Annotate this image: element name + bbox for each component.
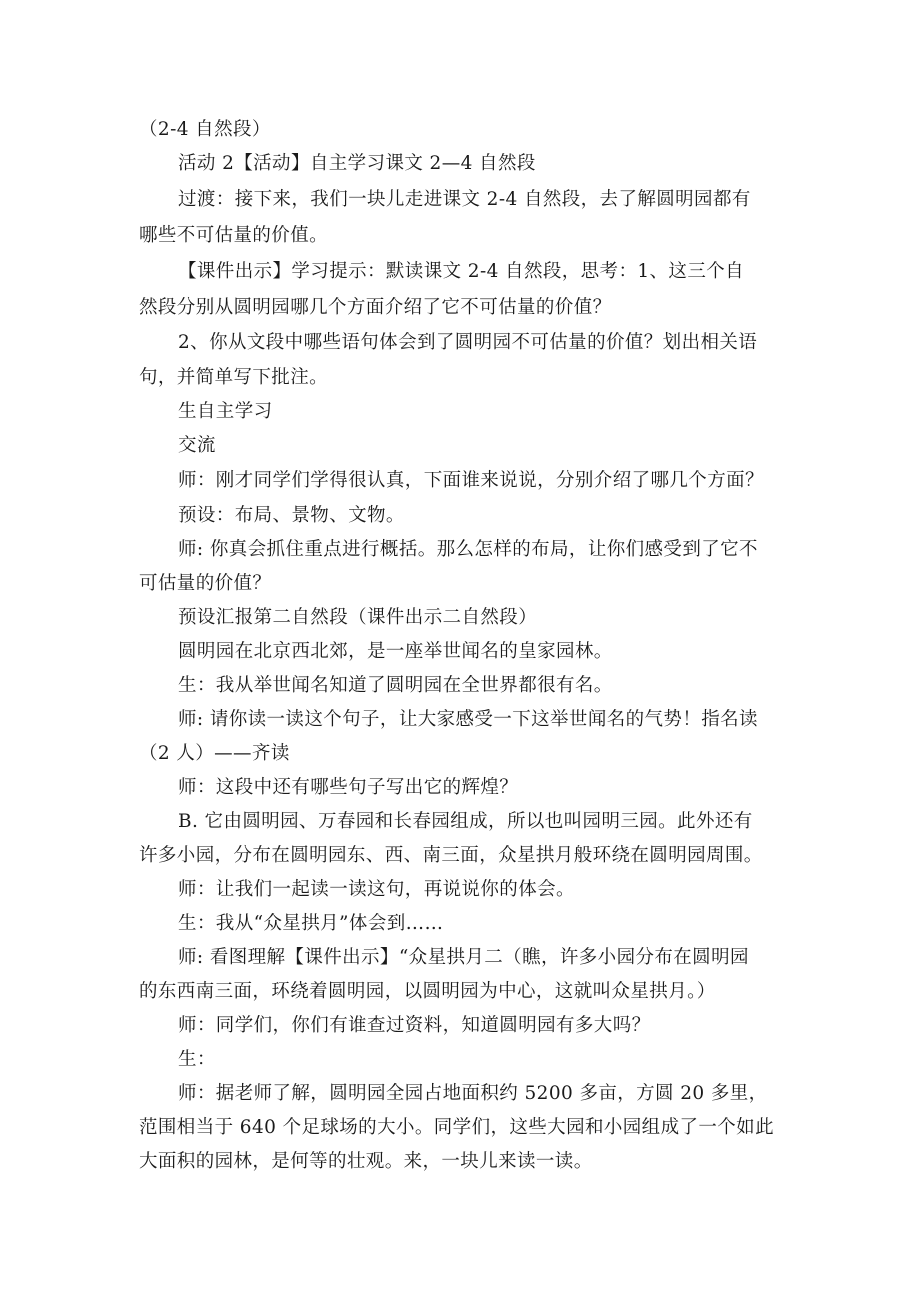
text-line: 然段分别从圆明园哪几个方面介绍了它不可估量的价值？: [139, 297, 612, 318]
text-line: 预设：布局、景物、文物。: [178, 505, 405, 526]
text-line: （2 人）——齐读: [139, 743, 290, 764]
text-line: 师：让我们一起读一读这句，再说说你的体会。: [178, 879, 575, 900]
text-line: 生：我从“众星拱月”体会到……: [178, 913, 444, 934]
text-line: 生：: [178, 1049, 216, 1070]
text-line: 可估量的价值？: [139, 573, 272, 594]
text-line: 师：这段中还有哪些句子写出它的辉煌？: [178, 777, 519, 798]
text-line: 范围相当于 640 个足球场的大小。同学们，这些大园和小园组成了一个如此: [139, 1117, 774, 1138]
text-line: 师：同学们，你们有谁查过资料，知道圆明园有多大吗？: [178, 1015, 651, 1036]
text-line: 圆明园在北京西北郊，是一座举世闻名的皇家园林。: [178, 641, 613, 662]
text-line: 交流: [178, 435, 216, 456]
text-line: 师：据老师了解，圆明园全园占地面积约 5200 多亩，方圆 20 多里，: [178, 1083, 768, 1104]
text-line: 句，并简单写下批注。: [139, 367, 329, 388]
text-line: 生：我从举世闻名知道了圆明园在全世界都很有名。: [178, 675, 613, 696]
text-line: 许多小园，分布在圆明园东、西、南三面，众星拱月般环绕在圆明园周围。: [139, 845, 763, 866]
text-line: 生自主学习: [178, 401, 273, 422]
text-line: （2-4 自然段）: [139, 119, 271, 140]
text-line: 过渡：接下来，我们一块儿走进课文 2-4 自然段，去了解圆明园都有: [178, 189, 751, 210]
text-line: 的东西南三面，环绕着圆明园，以圆明园为中心，这就叫众星拱月。）: [139, 981, 716, 1002]
text-line: 大面积的园林，是何等的壮观。来，一块儿来读一读。: [139, 1151, 593, 1172]
text-line: 【课件出示】学习提示：默读课文 2-4 自然段，思考：1、这三个自: [178, 261, 745, 282]
text-line: 师：刚才同学们学得很认真，下面谁来说说，分别介绍了哪几个方面？: [178, 470, 764, 491]
text-line: 活动 2【活动】自主学习课文 2—4 自然段: [178, 153, 536, 174]
text-line: B. 它由圆明园、万春园和长春园组成，所以也叫园明三园。此外还有: [178, 811, 753, 832]
text-line: 师: 请你读一读这个句子，让大家感受一下这举世闻名的气势！指名读: [178, 709, 758, 730]
text-line: 师: 你真会抓住重点进行概括。那么怎样的布局，让你们感受到了它不: [178, 539, 758, 560]
text-line: 哪些不可估量的价值。: [139, 225, 329, 246]
text-line: 预设汇报第二自然段（课件出示二自然段）: [178, 607, 538, 628]
text-line: 师: 看图理解【课件出示】“众星拱月二（瞧，许多小园分布在圆明园: [178, 947, 749, 968]
text-line: 2、你从文段中哪些语句体会到了圆明园不可估量的价值？划出相关语: [178, 332, 758, 353]
